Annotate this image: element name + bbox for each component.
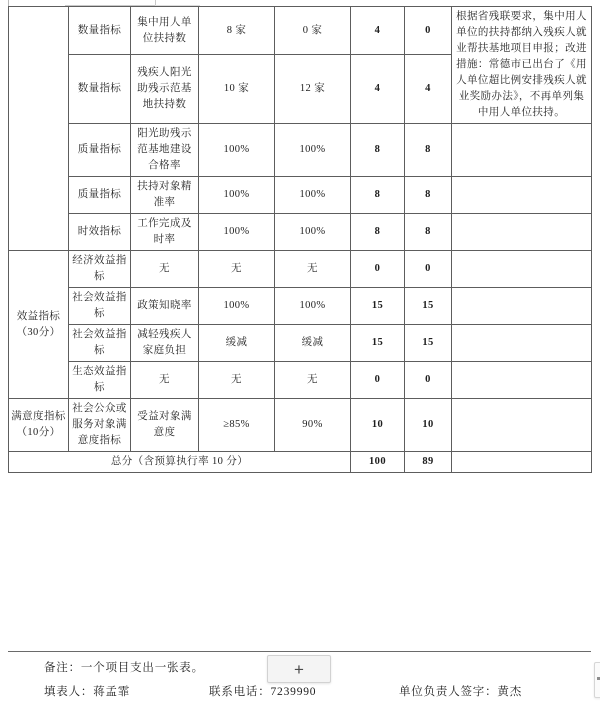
score-max-cell: 0 xyxy=(351,251,405,288)
score-get-cell: 0 xyxy=(405,362,452,399)
target-cell: 无 xyxy=(199,251,275,288)
contact-phone-text: 联系电话：7239990 xyxy=(209,686,317,698)
deviation-note-cell-empty xyxy=(452,399,592,452)
edge-control-chip[interactable] xyxy=(594,662,600,698)
level2-cell: 社会效益指标 xyxy=(69,325,131,362)
deviation-note-cell: 根据省残联要求，集中用人单位的扶持都纳入残疾人就业帮扶基地项目申报；改进措施：常德市已出台了《用人单位超比例安排残疾人就业奖励办法》，不再单列集中用人单位扶持。 xyxy=(452,7,592,124)
score-get-cell: 15 xyxy=(405,325,452,362)
score-get-cell: 15 xyxy=(405,288,452,325)
target-cell: ≥85% xyxy=(199,399,275,452)
score-max-cell: 10 xyxy=(351,399,405,452)
level3-cell: 集中用人单位扶持数 xyxy=(131,7,199,55)
table-row xyxy=(9,399,592,452)
total-note-cell-empty xyxy=(452,452,592,473)
table-row xyxy=(9,7,592,55)
score-get-cell: 0 xyxy=(405,251,452,288)
target-cell: 100% xyxy=(199,124,275,177)
level3-cell: 政策知晓率 xyxy=(131,288,199,325)
level2-cell: 生态效益指标 xyxy=(69,362,131,399)
table-row xyxy=(9,362,592,399)
deviation-note-cell-empty xyxy=(452,251,592,288)
deviation-note-cell-empty xyxy=(452,325,592,362)
performance-evaluation-table xyxy=(8,6,592,473)
level2-cell: 质量指标 xyxy=(69,124,131,177)
add-button[interactable]: + xyxy=(267,655,331,683)
score-max-cell: 8 xyxy=(351,177,405,214)
table-row xyxy=(9,325,592,362)
actual-cell: 0 家 xyxy=(275,7,351,55)
score-get-cell: 4 xyxy=(405,55,452,124)
level3-cell: 无 xyxy=(131,251,199,288)
level2-cell: 质量指标 xyxy=(69,177,131,214)
deviation-note-cell-empty xyxy=(452,362,592,399)
level3-cell: 受益对象满意度 xyxy=(131,399,199,452)
deviation-note-cell-empty xyxy=(452,177,592,214)
score-max-cell: 15 xyxy=(351,325,405,362)
target-cell: 100% xyxy=(199,288,275,325)
score-get-cell: 8 xyxy=(405,214,452,251)
level1-cell-benefit: 效益指标（30分） xyxy=(9,251,69,399)
score-get-cell: 0 xyxy=(405,7,452,55)
total-score-get-cell: 89 xyxy=(405,452,452,473)
target-cell: 缓减 xyxy=(199,325,275,362)
actual-cell: 100% xyxy=(275,288,351,325)
level1-cell-empty xyxy=(9,7,69,251)
target-cell: 无 xyxy=(199,362,275,399)
level2-cell: 经济效益指标 xyxy=(69,251,131,288)
actual-cell: 100% xyxy=(275,214,351,251)
score-max-cell: 4 xyxy=(351,55,405,124)
actual-cell: 无 xyxy=(275,362,351,399)
level3-cell: 减轻残疾人家庭负担 xyxy=(131,325,199,362)
remark-text: 备注：一个项目支出一张表。 xyxy=(44,662,204,674)
footer-divider xyxy=(8,651,591,652)
table-row xyxy=(9,214,592,251)
level2-cell: 时效指标 xyxy=(69,214,131,251)
actual-cell: 无 xyxy=(275,251,351,288)
score-max-cell: 15 xyxy=(351,288,405,325)
level2-cell: 数量指标 xyxy=(69,7,131,55)
unit-head-signature-text: 单位负责人签字：黄杰 xyxy=(399,686,522,698)
actual-cell: 90% xyxy=(275,399,351,452)
level3-cell: 阳光助残示范基地建设合格率 xyxy=(131,124,199,177)
target-cell: 8 家 xyxy=(199,7,275,55)
target-cell: 100% xyxy=(199,214,275,251)
score-get-cell: 10 xyxy=(405,399,452,452)
score-max-cell: 4 xyxy=(351,7,405,55)
table-row xyxy=(9,288,592,325)
level1-cell-satisfaction: 满意度指标（10分） xyxy=(9,399,69,452)
actual-cell: 100% xyxy=(275,124,351,177)
deviation-note-cell-empty xyxy=(452,124,592,177)
level3-cell: 工作完成及时率 xyxy=(131,214,199,251)
score-get-cell: 8 xyxy=(405,124,452,177)
table-row xyxy=(9,124,592,177)
table-row xyxy=(9,251,592,288)
filler-name-text: 填表人：蒋孟霏 xyxy=(44,686,131,698)
total-label-cell: 总分（含预算执行率 10 分） xyxy=(9,452,351,473)
table-total-row xyxy=(9,452,592,473)
deviation-note-cell-empty xyxy=(452,288,592,325)
table-row xyxy=(9,177,592,214)
actual-cell: 12 家 xyxy=(275,55,351,124)
score-max-cell: 0 xyxy=(351,362,405,399)
target-cell: 100% xyxy=(199,177,275,214)
level3-cell: 无 xyxy=(131,362,199,399)
actual-cell: 缓减 xyxy=(275,325,351,362)
score-get-cell: 8 xyxy=(405,177,452,214)
level2-cell: 社会效益指标 xyxy=(69,288,131,325)
level3-cell: 残疾人阳光助残示范基地扶持数 xyxy=(131,55,199,124)
level2-cell: 数量指标 xyxy=(69,55,131,124)
level2-cell: 社会公众或服务对象满意度指标 xyxy=(69,399,131,452)
total-score-max-cell: 100 xyxy=(351,452,405,473)
score-max-cell: 8 xyxy=(351,214,405,251)
target-cell: 10 家 xyxy=(199,55,275,124)
deviation-note-cell-empty xyxy=(452,214,592,251)
score-max-cell: 8 xyxy=(351,124,405,177)
actual-cell: 100% xyxy=(275,177,351,214)
level3-cell: 扶持对象精准率 xyxy=(131,177,199,214)
